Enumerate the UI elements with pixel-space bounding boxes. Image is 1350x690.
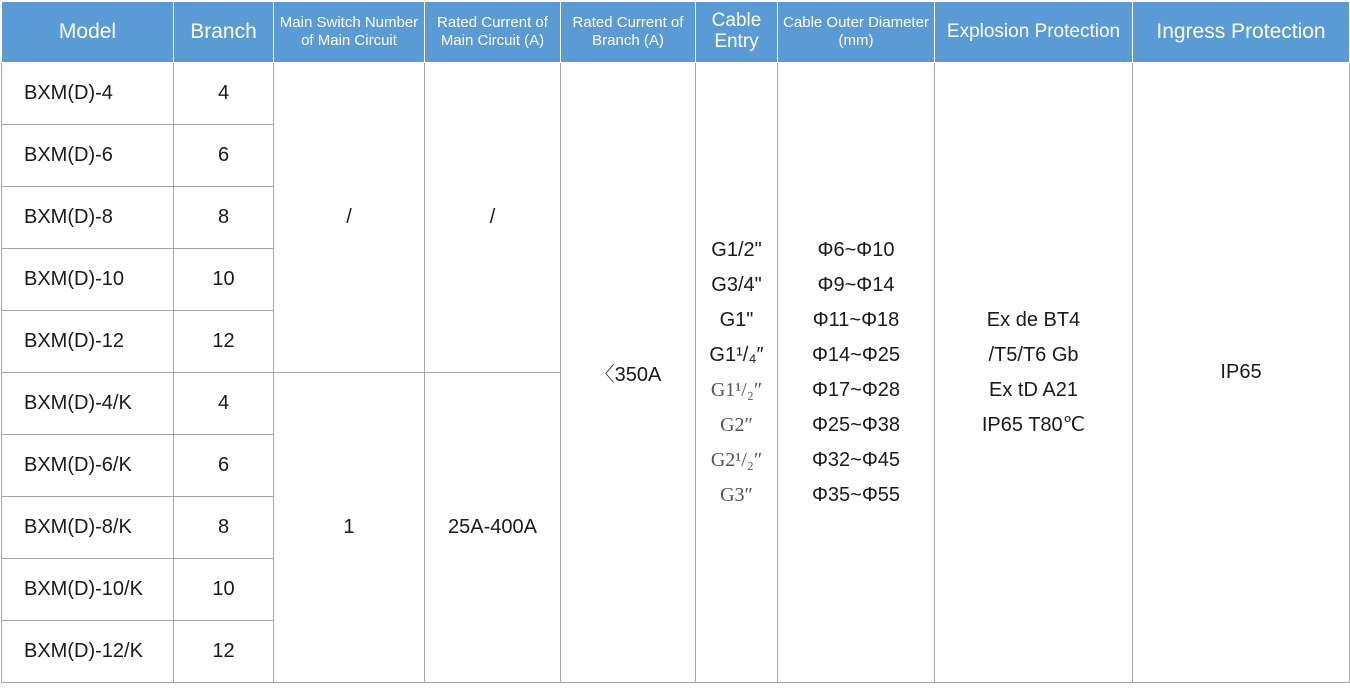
explosion-line: /T5/T6 Gb <box>988 343 1079 366</box>
cable-diameter-item: Φ32~Φ45 <box>811 448 901 471</box>
model-cell: BXM(D)-10 <box>2 249 174 311</box>
branch-cell: 4 <box>174 373 274 435</box>
header-explosion: Explosion Protection <box>935 2 1133 63</box>
cable-entry-cell <box>696 63 778 683</box>
rated-branch-cell: 〈350A <box>561 63 696 683</box>
header-model: Model <box>2 2 174 63</box>
branch-cell: 12 <box>174 621 274 683</box>
header-branch: Branch <box>174 2 274 63</box>
cable-diameter-item: Φ25~Φ38 <box>811 413 901 436</box>
header-rated-branch: Rated Current of Branch (A) <box>561 2 696 63</box>
cable-diameter-item: Φ35~Φ55 <box>811 483 901 506</box>
cable-diameter-item: Φ11~Φ18 <box>812 308 900 331</box>
model-cell: BXM(D)-4/K <box>2 373 174 435</box>
branch-cell: 8 <box>174 497 274 559</box>
branch-cell: 10 <box>174 559 274 621</box>
model-cell: BXM(D)-12/K <box>2 621 174 683</box>
main-switch-cell: / <box>274 63 425 373</box>
model-cell: BXM(D)-4 <box>2 63 174 125</box>
header-cable-diameter: Cable Outer Diameter (mm) <box>778 2 935 63</box>
cable-entry-item: G3″ <box>720 483 753 506</box>
branch-cell: 12 <box>174 311 274 373</box>
cable-entry-item: G1" <box>719 308 754 331</box>
model-cell: BXM(D)-8 <box>2 187 174 249</box>
model-cell: BXM(D)-6/K <box>2 435 174 497</box>
cable-entry-item: G2″ <box>720 413 753 436</box>
model-cell: BXM(D)-8/K <box>2 497 174 559</box>
cable-entry-item: G2¹/₂″ <box>710 448 763 471</box>
cable-diameter-item: Φ17~Φ28 <box>811 378 901 401</box>
header-rated-main: Rated Current of Main Circuit (A) <box>425 2 561 63</box>
rated-main-cell: 25A-400A <box>425 373 561 683</box>
header-row <box>2 2 1350 63</box>
header-cable-entry: Cable Entry <box>696 2 778 63</box>
branch-cell: 8 <box>174 187 274 249</box>
cable-entry-item: G1¹/₂″ <box>710 378 763 401</box>
branch-cell: 6 <box>174 435 274 497</box>
model-cell: BXM(D)-6 <box>2 125 174 187</box>
cable-entry-item: G1/2" <box>711 238 762 261</box>
header-main-switch: Main Switch Number of Main Circuit <box>274 2 425 63</box>
header-ingress: Ingress Protection <box>1133 2 1350 63</box>
cable-diameter-item: Φ9~Φ14 <box>817 273 895 296</box>
explosion-line: IP65 T80℃ <box>981 413 1086 436</box>
branch-cell: 4 <box>174 63 274 125</box>
cable-diameter-item: Φ6~Φ10 <box>817 238 895 261</box>
branch-cell: 10 <box>174 249 274 311</box>
explosion-line: Ex de BT4 <box>986 308 1081 331</box>
main-switch-cell: 1 <box>274 373 425 683</box>
ingress-cell: IP65 <box>1133 63 1350 683</box>
cable-entry-item: G1¹/₄″ <box>709 343 764 366</box>
branch-cell: 6 <box>174 125 274 187</box>
rated-main-cell: / <box>425 63 561 373</box>
cable-diameter-item: Φ14~Φ25 <box>811 343 901 366</box>
model-cell: BXM(D)-10/K <box>2 559 174 621</box>
spec-table <box>1 1 1350 683</box>
cable-entry-item: G3/4" <box>711 273 762 296</box>
explosion-cell <box>935 63 1133 683</box>
cable-diameter-cell <box>778 63 935 683</box>
table-row <box>2 63 1350 125</box>
model-cell: BXM(D)-12 <box>2 311 174 373</box>
explosion-line: Ex tD A21 <box>989 378 1078 401</box>
